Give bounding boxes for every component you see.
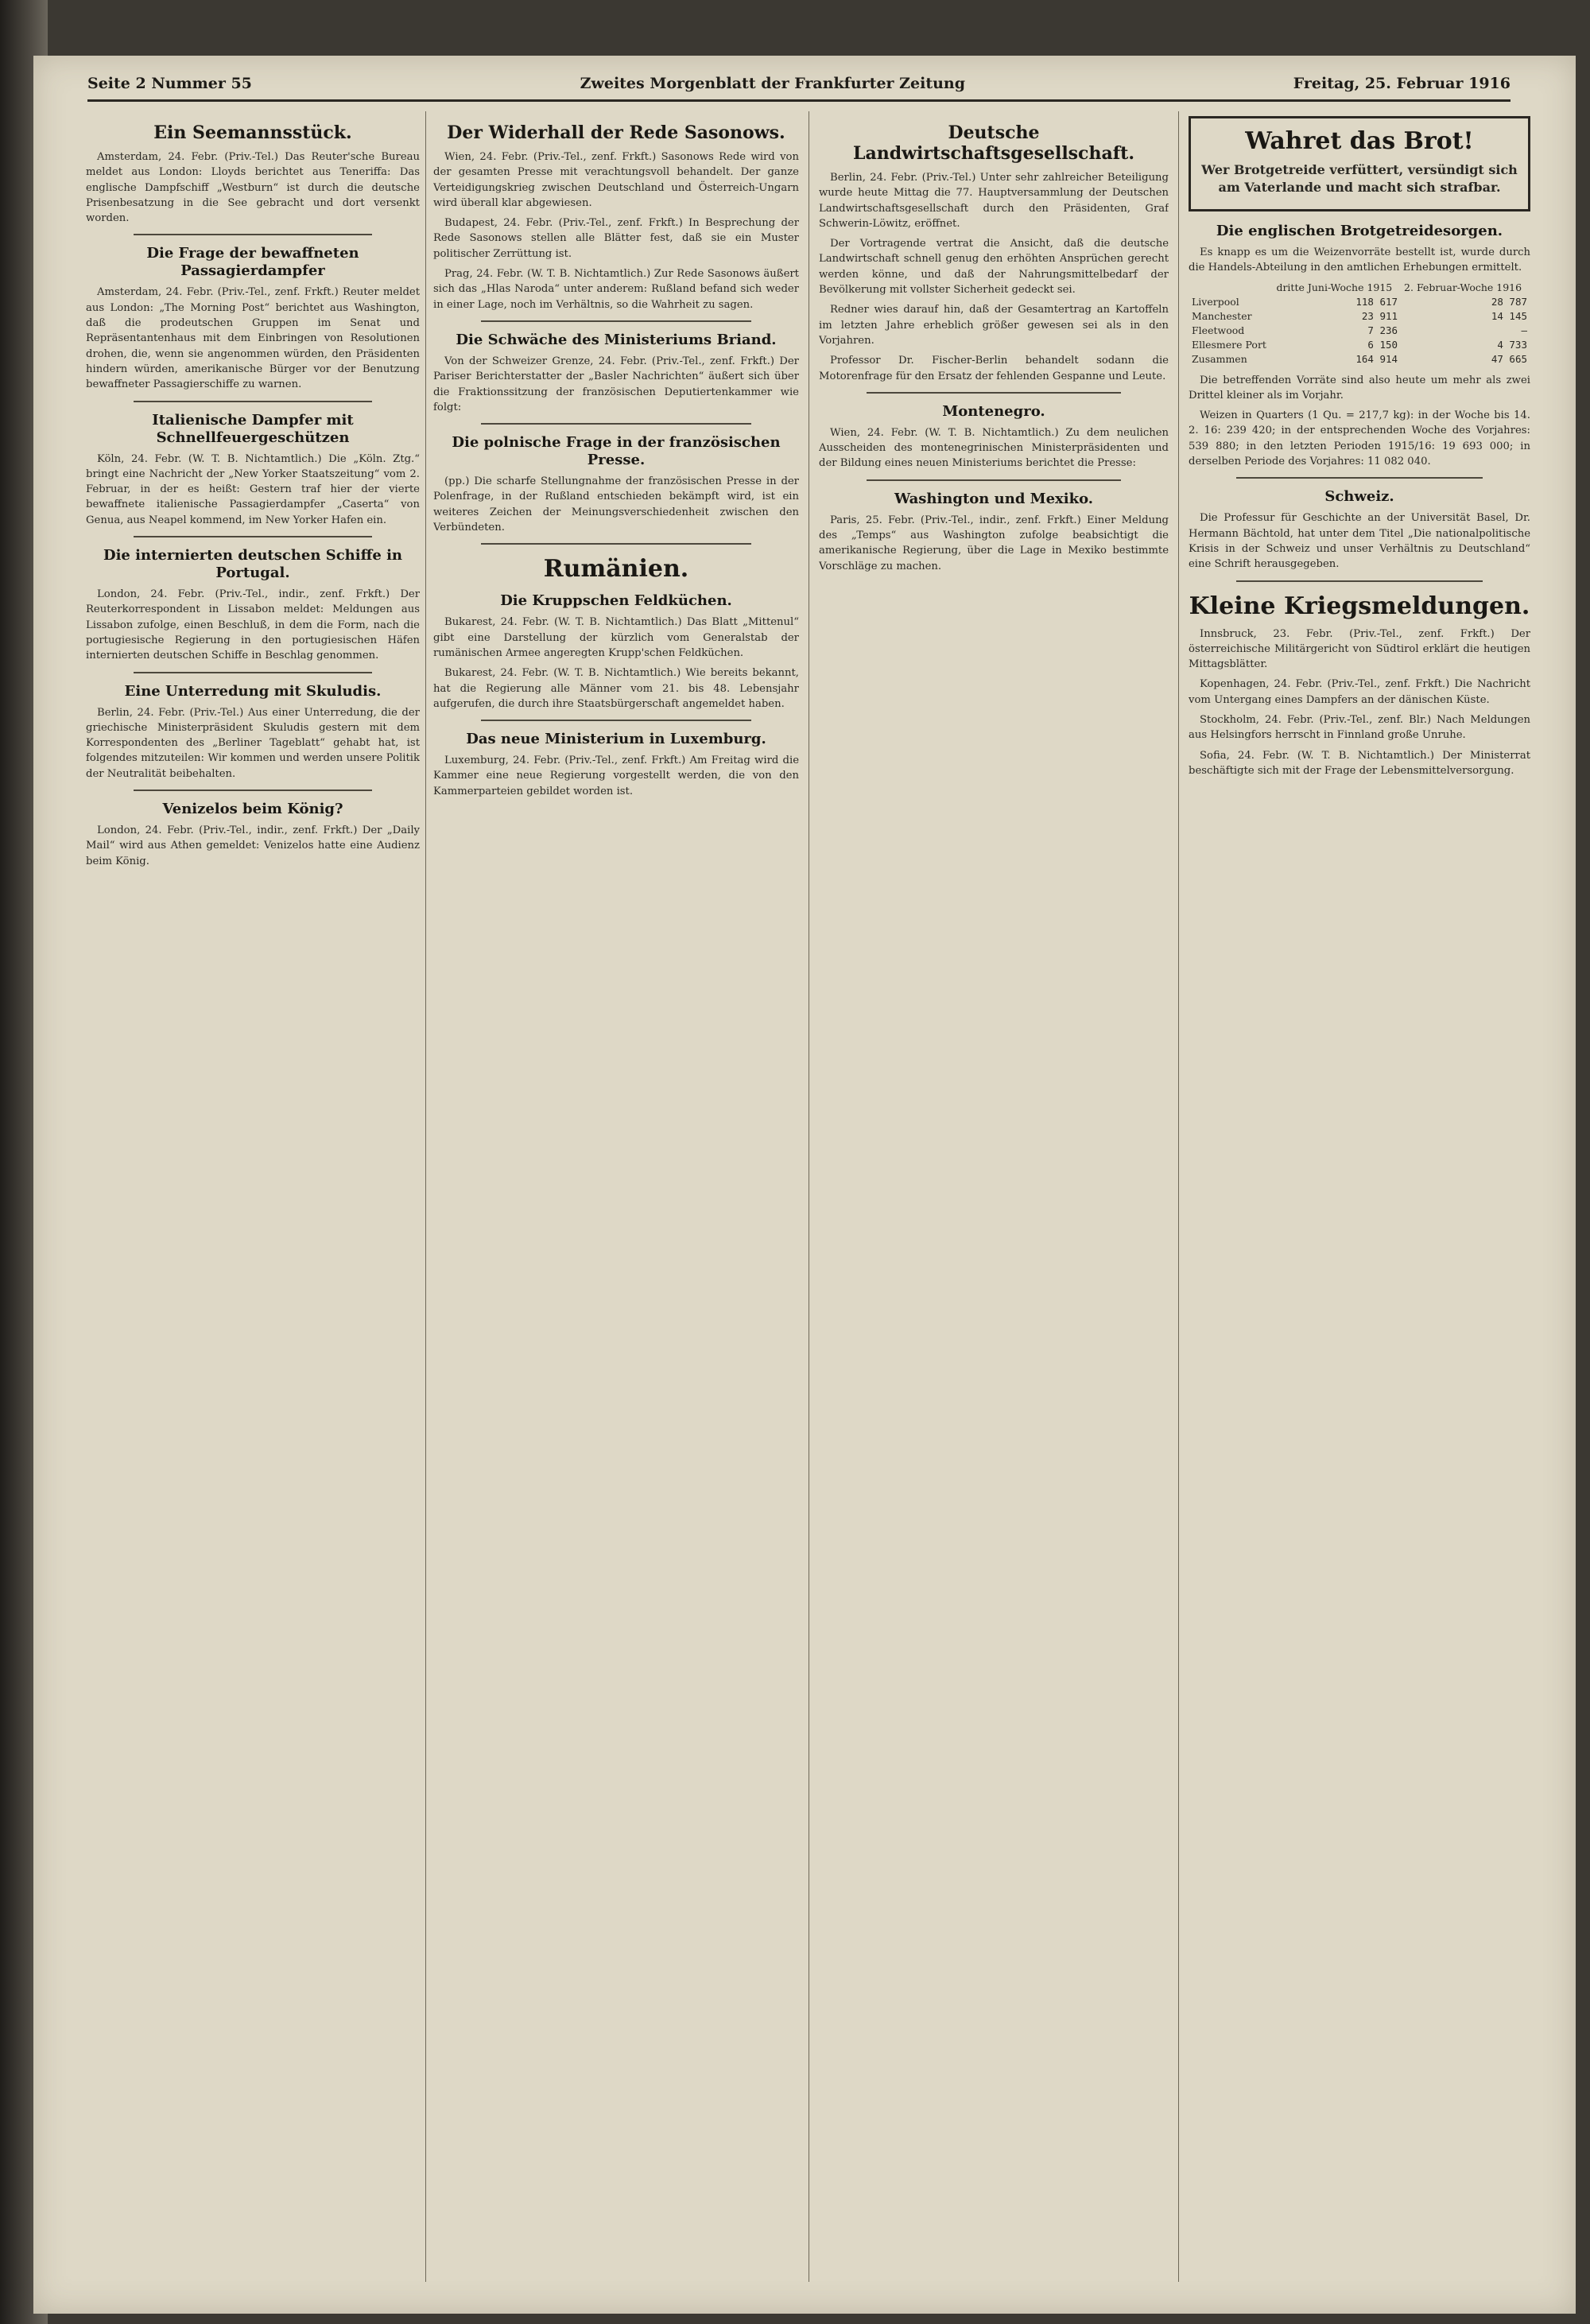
section-rule: [134, 234, 372, 235]
headline-brotgetreide: Die englischen Brotgetreidesorgen.: [1216, 223, 1503, 239]
headline-internierte-schiffe: Die internierten deutschen Schiffe in Portugal.: [103, 547, 403, 582]
section-rule: [134, 401, 372, 402]
headline-passagierdampfer: Die Frage der bewaffneten Passagierdampfer: [146, 245, 359, 280]
table-row: [1189, 295, 1530, 309]
headline-sasonow: Der Widerhall der Rede Sasonows.: [447, 122, 785, 143]
section-rule: [481, 320, 751, 322]
table-cell: 118 617: [1355, 295, 1398, 308]
table-row: [1189, 324, 1530, 338]
article-landwirtschaft-4: Professor Dr. Fischer-Berlin behandelt sodann die Motorenfrage für den Ersatz der fehlenden Gespanne und Leute.: [819, 355, 1169, 382]
table-row: [1189, 309, 1530, 324]
section-rule: [481, 720, 751, 721]
table-cell: 47 665: [1491, 352, 1527, 365]
table-cell: 28 787: [1491, 295, 1527, 308]
article-seemannsstueck: Amsterdam, 24. Febr. (Priv.-Tel.) Das Reuter'sche Bureau meldet aus London: Lloyds berichtet aus Teneriffa: Das englische Dampfschiff „Westburn“ ist durch die deutsche Prisenbesatzung in die See gebracht und dort versenkt worden.: [86, 151, 420, 225]
table-cell: 7 236: [1367, 324, 1398, 336]
table-cell: Fleetwood: [1192, 324, 1245, 336]
section-rule: [481, 543, 751, 545]
masthead-date: Freitag, 25. Februar 1916: [1293, 75, 1510, 92]
headline-seemannsstueck: Ein Seemannsstück.: [153, 122, 352, 143]
article-polnische-frage: (pp.) Die scharfe Stellungnahme der französischen Presse in der Polenfrage, in der Rußland entschieden bekämpft wird, ist ein weiteres Zeichen der Meinungsverschiedenheit zwischen den Verbündeten.: [433, 475, 799, 534]
article-ital-dampfer: Köln, 24. Febr. (W. T. B. Nichtamtlich.) Die „Köln. Ztg.“ bringt eine Nachricht der „New Yorker Staatszeitung“ vom 2. Februar, in der es heißt: Gestern traf hier der vierte bewaffnete italienische Passagierdampfer „Caserta“ von Genua, aus Neapel kommend, im New Yorker Hafen ein.: [86, 452, 420, 526]
column-1: [86, 111, 420, 2282]
article-bukarest: Bukarest, 24. Febr. (W. T. B. Nichtamtlich.) Wie bereits bekannt, hat die Regierung alle Männer vom 21. bis 48. Lebensjahr aufgerufen, die durch ihre Staatsbürgerschaft angemeldet haben.: [433, 667, 799, 710]
table-cell: Liverpool: [1192, 295, 1239, 308]
article-sasonow-budapest: Budapest, 24. Febr. (Priv.-Tel., zenf. Frkft.) In Besprechung der Rede Sasonows stellen alle Blätter fest, daß sie ein Muster politischer Zerrüttung ist.: [433, 217, 799, 260]
section-rule: [1236, 580, 1483, 582]
section-rule: [134, 790, 372, 791]
section-rule: [1236, 477, 1483, 479]
article-mexiko: Paris, 25. Febr. (Priv.-Tel., indir., zenf. Frkft.) Einer Meldung des „Temps“ aus Washington zufolge beabsichtigt die amerikanische Regierung, über die Lage in Mexiko bestimmte Vorschläge zu machen.: [819, 514, 1169, 572]
table-header-cell: 2. Februar-Woche 1916: [1404, 281, 1522, 293]
masthead-title: Zweites Morgenblatt der Frankfurter Zeitung: [580, 75, 966, 92]
table-cell: —: [1521, 324, 1527, 336]
column-3: [819, 111, 1169, 2282]
masthead: [87, 68, 1510, 102]
table-row: [1189, 338, 1530, 352]
table-header-cell: [1189, 281, 1273, 295]
article-landwirtschaft-2: Der Vortragende vertrat die Ansicht, daß die deutsche Landwirtschaft schnell genug den erhöhten Ansprüchen gerecht werden könne, und daß der Nahrungsmittelbedarf der Bevölkerung mit vollster Sicherheit gedeckt sei.: [819, 238, 1169, 297]
headline-montenegro: Montenegro.: [942, 402, 1045, 420]
article-sasonow-wien: Wien, 24. Febr. (Priv.-Tel., zenf. Frkft.) Sasonows Rede wird von der gesamten Presse mit verachtungsvoll behandelt. Der ganze Verteidigungskrieg zwischen Deutschland und Österreich-Ungarn wird überall klar abgewiesen.: [433, 151, 799, 209]
table-cell: 6 150: [1367, 338, 1398, 351]
article-sasonow-prag: Prag, 24. Febr. (W. T. B. Nichtamtlich.) Zur Rede Sasonows äußert sich das „Hlas Naroda“ unter anderem: Rußland befand sich weder in einer Lage, noch im Verhältnis, so die Wahrheit zu sagen.: [433, 268, 799, 311]
column-2: [433, 111, 799, 2282]
headline-kriegsmeldungen: Kleine Kriegsmeldungen.: [1189, 592, 1530, 620]
article-schweiz: Die Professur für Geschichte an der Universität Basel, Dr. Hermann Bächtold, hat unter dem Titel „Die nationalpolitische Krisis in der Schweiz und unser Verhältnis zu Deutschland“ eine Schrift herausgegeben.: [1189, 512, 1530, 571]
article-luxemburg: Luxemburg, 24. Febr. (Priv.-Tel., zenf. Frkft.) Am Freitag wird die Kammer eine neue Regierung vorgestellt werden, die von den Kammerparteien gebildet worden ist.: [433, 755, 799, 797]
headline-mexiko: Washington und Mexiko.: [894, 490, 1094, 507]
table-cell: Manchester: [1192, 309, 1252, 322]
notice-box: [1189, 116, 1530, 211]
column-4: [1189, 111, 1530, 2282]
article-kriegsmeldung-kopenhagen: Kopenhagen, 24. Febr. (Priv.-Tel., zenf. Frkft.) Die Nachricht vom Untergang eines Dampfers an der dänischen Küste.: [1189, 678, 1530, 706]
grain-table: [1189, 281, 1530, 367]
headline-ital-dampfer: Italienische Dampfer mit Schnellfeuergeschützen: [152, 411, 354, 446]
article-brotgetreide-1: Es knapp es um die Weizenvorräte bestellt ist, wurde durch die Handels-Abteilung in den amtlichen Erhebungen ermittelt.: [1189, 246, 1530, 274]
article-brotgetreide-2: Die betreffenden Vorräte sind also heute um mehr als zwei Drittel kleiner als im Vorjahr.: [1189, 374, 1530, 402]
headline-landwirtschaft: Deutsche Landwirtschaftsgesellschaft.: [853, 122, 1134, 164]
table-cell: Zusammen: [1192, 352, 1247, 365]
article-internierte-schiffe: London, 24. Febr. (Priv.-Tel., indir., zenf. Frkft.) Der Reuterkorrespondent in Lissabon meldet: Meldungen aus Lissabon zufolge, einen Beschluß, in dem die Form, nach die portugiesische Regierung in den portugiesischen Häfen internierten deutschen Schiffe in Beschlag genommen.: [86, 588, 420, 662]
table-cell: 23 911: [1361, 309, 1398, 322]
column-divider: [1178, 111, 1179, 2282]
article-kriegsmeldung-stockholm: Stockholm, 24. Febr. (Priv.-Tel., zenf. Blr.) Nach Meldungen aus Helsingfors herrscht in Finnland große Unruhe.: [1189, 714, 1530, 742]
article-kriegsmeldung-sofia: Sofia, 24. Febr. (W. T. B. Nichtamtlich.) Der Ministerrat beschäftigte sich mit der Frage der Lebensmittelversorgung.: [1189, 749, 1530, 777]
section-rule: [867, 479, 1121, 481]
article-skuludis: Berlin, 24. Febr. (Priv.-Tel.) Aus einer Unterredung, die der griechische Ministerpräsident Skuludis gestern mit dem Korrespondenten des „Berliner Tageblatt“ gehabt hat, ist folgendes mitzuteilen: Wir kommen und werden unsere Politik der Neutralität beibehalten.: [86, 706, 420, 780]
article-briand: Von der Schweizer Grenze, 24. Febr. (Priv.-Tel., zenf. Frkft.) Der Pariser Berichterstatter der „Basler Nachrichten“ äußert sich über die Fraktionssitzung der französischen Deputiertenkammer wie folgt:: [433, 355, 799, 413]
headline-rumaenien: Rumänien.: [543, 555, 689, 584]
notice-text: Wer Brotgetreide verfüttert, versündigt sich am Vaterlande und macht sich strafbar.: [1201, 162, 1518, 195]
section-rule: [867, 392, 1121, 394]
headline-luxemburg: Das neue Ministerium in Luxemburg.: [466, 731, 766, 748]
article-passagierdampfer: Amsterdam, 24. Febr. (Priv.-Tel., zenf. Frkft.) Reuter meldet aus London: „The Morning Post“ berichtet aus Washington, daß die prodeutschen Gruppen im Senat und Repräsentantenhaus mit dem Einbringen von Resolutionen drohen, die, wenn sie angenommen würden, den Präsidenten hindern würden, amerikanische Bürger vor der Benutzung bewaffneter Passagierschiffe zu warnen.: [86, 286, 420, 391]
section-rule: [134, 672, 372, 673]
headline-venizelos: Venizelos beim König?: [162, 801, 343, 818]
table-header-cell: dritte Juni-Woche 1915: [1276, 281, 1393, 293]
table-cell: 4 733: [1497, 338, 1527, 351]
article-kriegsmeldung-innsbruck: Innsbruck, 23. Febr. (Priv.-Tel., zenf. Frkft.) Der österreichische Militärgericht von Südtirol erklärt die heutigen Mittagsblätter.: [1189, 627, 1530, 671]
masthead-page-number: Seite 2 Nummer 55: [87, 75, 252, 92]
table-cell: 14 145: [1491, 309, 1527, 322]
table-header-row: [1189, 281, 1530, 295]
article-brotgetreide-3: Weizen in Quarters (1 Qu. = 217,7 kg): in der Woche bis 14. 2. 16: 239 420; in der entsprechenden Woche des Vorjahres: 539 880; in den letzten Perioden 1915/16: 19 693 000; in derselben Periode des Vorjahres: 11 082 040.: [1189, 409, 1530, 468]
table-total-row: [1189, 352, 1530, 367]
section-rule: [481, 423, 751, 425]
headline-feldkuechen: Die Kruppschen Feldküchen.: [500, 592, 732, 610]
article-landwirtschaft-3: Redner wies darauf hin, daß der Gesamtertrag an Kartoffeln im letzten Jahre erheblich größer gewesen sei als in den Vorjahren.: [819, 304, 1169, 347]
table-cell: Ellesmere Port: [1192, 338, 1266, 351]
headline-briand: Die Schwäche des Ministeriums Briand.: [456, 331, 777, 348]
article-feldkuechen: Bukarest, 24. Febr. (W. T. B. Nichtamtlich.) Das Blatt „Mittenul“ gibt eine Darstellung der kürzlich vom Generalstab der rumänischen Armee angeregten Krupp'schen Feldküchen.: [433, 616, 799, 659]
table-cell: 164 914: [1355, 352, 1398, 365]
article-venizelos: London, 24. Febr. (Priv.-Tel., indir., zenf. Frkft.) Der „Daily Mail“ wird aus Athen gemeldet: Venizelos hatte eine Audienz beim König.: [86, 824, 420, 867]
headline-polnische-frage: Die polnische Frage in der französischen Presse.: [452, 434, 781, 469]
section-rule: [134, 536, 372, 537]
article-montenegro: Wien, 24. Febr. (W. T. B. Nichtamtlich.) Zu dem neulichen Ausscheiden des montenegrinischen Ministerpräsidenten und der Bildung eines neuen Ministeriums berichtet die Presse:: [819, 426, 1169, 470]
notice-title: Wahret das Brot!: [1245, 127, 1474, 155]
column-divider: [425, 111, 426, 2282]
article-landwirtschaft-1: Berlin, 24. Febr. (Priv.-Tel.) Unter sehr zahlreicher Beteiligung wurde heute Mittag die 77. Hauptversammlung der Deutschen Landwirtschaftsgesellschaft durch den Präsidenten, Graf Schwerin-Löwitz, eröffnet.: [819, 172, 1169, 230]
headline-schweiz: Schweiz.: [1324, 488, 1394, 506]
headline-skuludis: Eine Unterredung mit Skuludis.: [124, 682, 382, 700]
